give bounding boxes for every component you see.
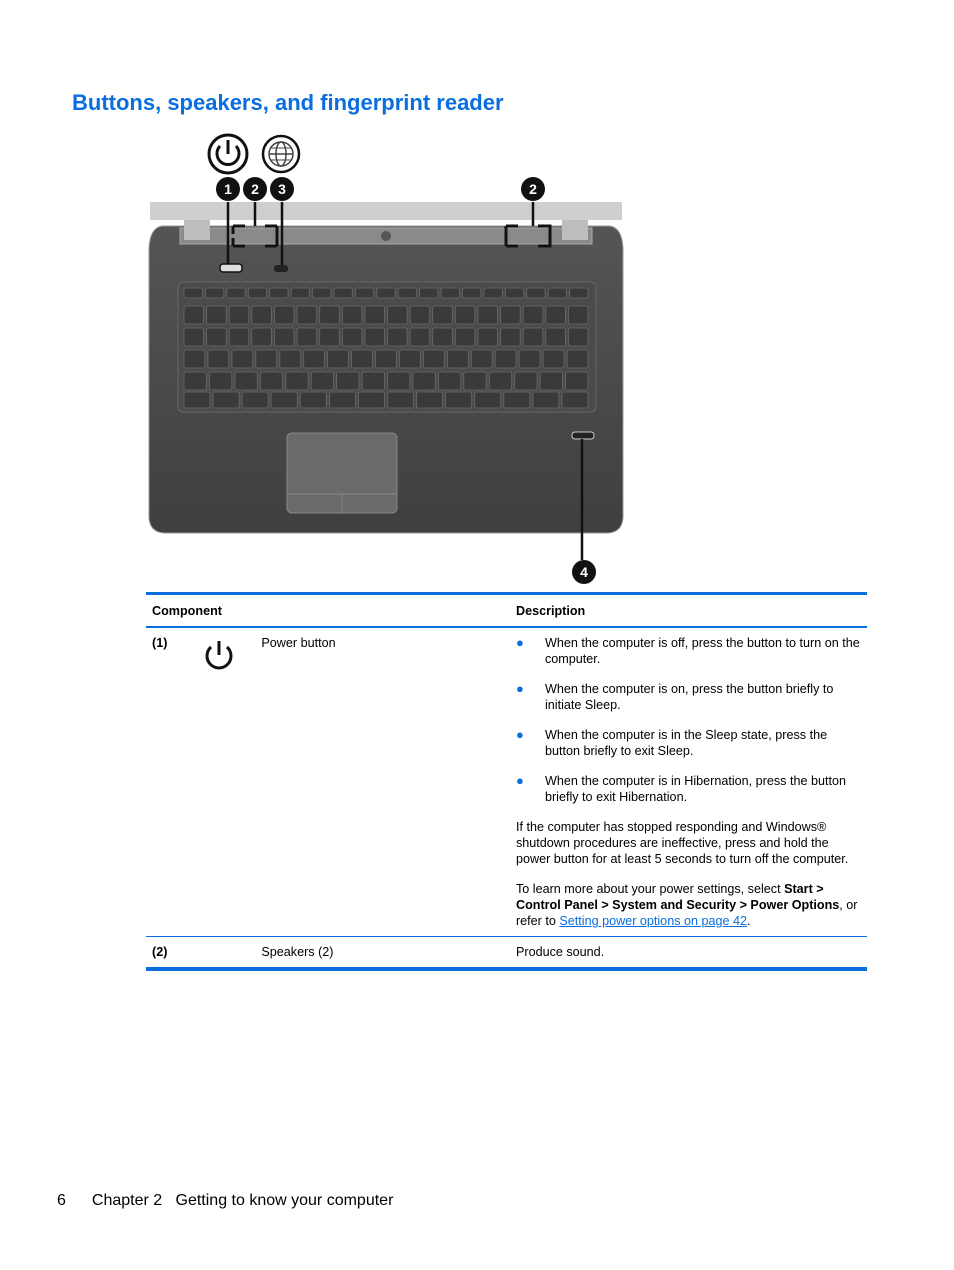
keyboard-key bbox=[566, 372, 588, 390]
keyboard-key bbox=[232, 350, 253, 368]
learn-more-paragraph: To learn more about your power settings, select Start > Control Panel > System and Security > Power Options, or refer to Setting power options on page 42. bbox=[515, 882, 858, 928]
keyboard-key bbox=[388, 328, 408, 346]
svg-text:1: 1 bbox=[224, 181, 232, 197]
keyboard-key bbox=[256, 350, 277, 368]
keyboard-key bbox=[320, 328, 340, 346]
keyboard-key bbox=[515, 372, 537, 390]
keyboard-key bbox=[433, 306, 453, 324]
keyboard-key bbox=[438, 372, 460, 390]
keyboard-key bbox=[433, 328, 453, 346]
keyboard-key bbox=[377, 288, 395, 298]
keyboard-key bbox=[184, 328, 204, 346]
keyboard-key bbox=[501, 306, 521, 324]
keyboard-key bbox=[213, 392, 239, 408]
figure-power-button bbox=[220, 264, 242, 272]
keyboard-key bbox=[328, 350, 349, 368]
keyboard-key bbox=[208, 350, 229, 368]
keyboard-key bbox=[523, 306, 543, 324]
keyboard-key bbox=[417, 392, 443, 408]
keyboard-key bbox=[352, 350, 373, 368]
keyboard-key bbox=[184, 306, 204, 324]
keyboard-key bbox=[260, 372, 282, 390]
keyboard-key bbox=[505, 288, 523, 298]
laptop-hinge bbox=[150, 202, 622, 220]
keyboard-key bbox=[562, 392, 588, 408]
keyboard-key bbox=[446, 392, 472, 408]
keyboard-key bbox=[504, 392, 530, 408]
keyboard-key bbox=[546, 306, 566, 324]
callout-3 bbox=[270, 177, 294, 201]
keyboard-key bbox=[242, 392, 268, 408]
keyboard-key bbox=[447, 350, 468, 368]
keyboard-key bbox=[184, 392, 210, 408]
keyboard-key bbox=[519, 350, 540, 368]
keyboard-key bbox=[227, 288, 245, 298]
keyboard-key bbox=[304, 350, 325, 368]
power-icon bbox=[202, 639, 236, 673]
keyboard-key bbox=[209, 372, 231, 390]
keyboard-key bbox=[475, 392, 501, 408]
section-title: Buttons, speakers, and fingerprint reader bbox=[72, 90, 504, 115]
list-item: ● When the computer is on, press the button briefly to initiate Sleep. bbox=[515, 681, 834, 712]
svg-text:2: 2 bbox=[251, 181, 259, 197]
keyboard-key bbox=[420, 288, 438, 298]
keyboard-key bbox=[546, 328, 566, 346]
component-description: Produce sound. bbox=[516, 937, 867, 970]
callout-4 bbox=[572, 560, 596, 584]
keyboard-key bbox=[355, 288, 373, 298]
svg-text:2: 2 bbox=[529, 181, 537, 197]
laptop-figure bbox=[140, 128, 640, 590]
keyboard-key bbox=[184, 350, 205, 368]
callout-2-left bbox=[243, 177, 267, 201]
component-name: Power button bbox=[261, 627, 516, 937]
keyboard-key bbox=[334, 288, 352, 298]
keyboard-key bbox=[205, 288, 223, 298]
list-item: ● When the computer is in Hibernation, press the button briefly to exit Hibernation. bbox=[515, 773, 846, 804]
keyboard-key bbox=[527, 288, 545, 298]
keyboard-key bbox=[398, 288, 416, 298]
keyboard-key bbox=[376, 350, 397, 368]
keyboard-key bbox=[235, 372, 257, 390]
keyboard-key bbox=[365, 306, 385, 324]
keyboard-key bbox=[400, 350, 421, 368]
keyboard-key bbox=[286, 372, 308, 390]
keyboard-key bbox=[365, 328, 385, 346]
keyboard-key bbox=[252, 306, 272, 324]
keyboard-key bbox=[441, 288, 459, 298]
figure-power-icon bbox=[209, 135, 247, 173]
page-number: 6 bbox=[57, 1192, 66, 1209]
keyboard-key bbox=[570, 288, 588, 298]
keyboard-key bbox=[455, 328, 475, 346]
keyboard-key bbox=[311, 372, 333, 390]
keyboard-key bbox=[248, 288, 266, 298]
keyboard-key bbox=[280, 350, 301, 368]
svg-text:3: 3 bbox=[278, 181, 286, 197]
list-item: ● When the computer is in the Sleep state, press the button briefly to exit Sleep. bbox=[515, 727, 828, 758]
keyboard-key bbox=[274, 328, 294, 346]
keyboard-key bbox=[329, 392, 355, 408]
keyboard-key bbox=[410, 328, 430, 346]
keyboard-key bbox=[543, 350, 564, 368]
callout-1 bbox=[216, 177, 240, 201]
keyboard-key bbox=[300, 392, 326, 408]
figure-globe-icon bbox=[263, 136, 299, 172]
callout-2-right bbox=[521, 177, 545, 201]
keyboard-key bbox=[484, 288, 502, 298]
component-name: Speakers (2) bbox=[261, 937, 516, 970]
keyboard-key bbox=[471, 350, 492, 368]
header-component: Component bbox=[146, 594, 516, 628]
list-item: ● When the computer is off, press the button to turn on the computer. bbox=[515, 635, 860, 666]
keyboard-key bbox=[463, 288, 481, 298]
keyboard-key bbox=[540, 372, 562, 390]
table-header-row bbox=[146, 594, 867, 628]
keyboard-key bbox=[184, 288, 202, 298]
keyboard-key bbox=[207, 328, 227, 346]
svg-text:4: 4 bbox=[580, 564, 588, 580]
keyboard-key bbox=[274, 306, 294, 324]
keyboard-key bbox=[337, 372, 359, 390]
keyboard-key bbox=[313, 288, 331, 298]
menu-path: Start > Control Panel > System and Security > Power Options bbox=[515, 882, 840, 912]
keyboard-key bbox=[489, 372, 511, 390]
component-table bbox=[146, 592, 867, 971]
keyboard-key bbox=[271, 392, 297, 408]
figure-fingerprint-reader bbox=[572, 432, 594, 439]
keyboard-key bbox=[388, 372, 410, 390]
keyboard-key bbox=[358, 392, 384, 408]
keyboard-key bbox=[410, 306, 430, 324]
keyboard-key bbox=[297, 328, 317, 346]
keyboard-key bbox=[455, 306, 475, 324]
keyboard-key bbox=[567, 350, 588, 368]
description-bullets bbox=[516, 635, 861, 805]
table-row bbox=[146, 627, 867, 937]
keyboard-key bbox=[252, 328, 272, 346]
keyboard-key bbox=[207, 306, 227, 324]
keyboard-key bbox=[342, 306, 362, 324]
keyboard-key bbox=[388, 306, 408, 324]
row-number: (2) bbox=[152, 945, 168, 959]
keyboard-key bbox=[478, 328, 498, 346]
keyboard-key bbox=[291, 288, 309, 298]
keyboard-key bbox=[229, 328, 249, 346]
keyboard-key bbox=[320, 306, 340, 324]
shutdown-paragraph: If the computer has stopped responding and Windows® shutdown procedures are ineffective, press and hold the power button for at least 5 seconds to turn off the computer. bbox=[515, 820, 849, 866]
keyboard-key bbox=[523, 328, 543, 346]
chapter-title: Chapter 2 Getting to know your computer bbox=[91, 1192, 394, 1209]
keyboard-key bbox=[388, 392, 414, 408]
component-description bbox=[516, 627, 867, 937]
keyboard-key bbox=[568, 306, 588, 324]
header-description: Description bbox=[516, 594, 867, 628]
page-footer bbox=[57, 1192, 393, 1210]
table-row bbox=[146, 937, 867, 970]
keyboard-key bbox=[501, 328, 521, 346]
figure-wireless-button bbox=[274, 265, 288, 272]
keyboard-key bbox=[229, 306, 249, 324]
keyboard-key bbox=[568, 328, 588, 346]
keyboard-key bbox=[495, 350, 516, 368]
keyboard-key bbox=[423, 350, 444, 368]
keyboard-key bbox=[342, 328, 362, 346]
keyboard-key bbox=[362, 372, 384, 390]
keyboard-key bbox=[297, 306, 317, 324]
row-number: (1) bbox=[152, 636, 168, 650]
power-options-link[interactable]: Setting power options on page 42 bbox=[559, 914, 748, 928]
keyboard-key bbox=[478, 306, 498, 324]
keyboard-key bbox=[184, 372, 206, 390]
keyboard-key bbox=[548, 288, 566, 298]
keyboard-key bbox=[413, 372, 435, 390]
keyboard-key bbox=[270, 288, 288, 298]
keyboard-key bbox=[533, 392, 559, 408]
keyboard-key bbox=[464, 372, 486, 390]
